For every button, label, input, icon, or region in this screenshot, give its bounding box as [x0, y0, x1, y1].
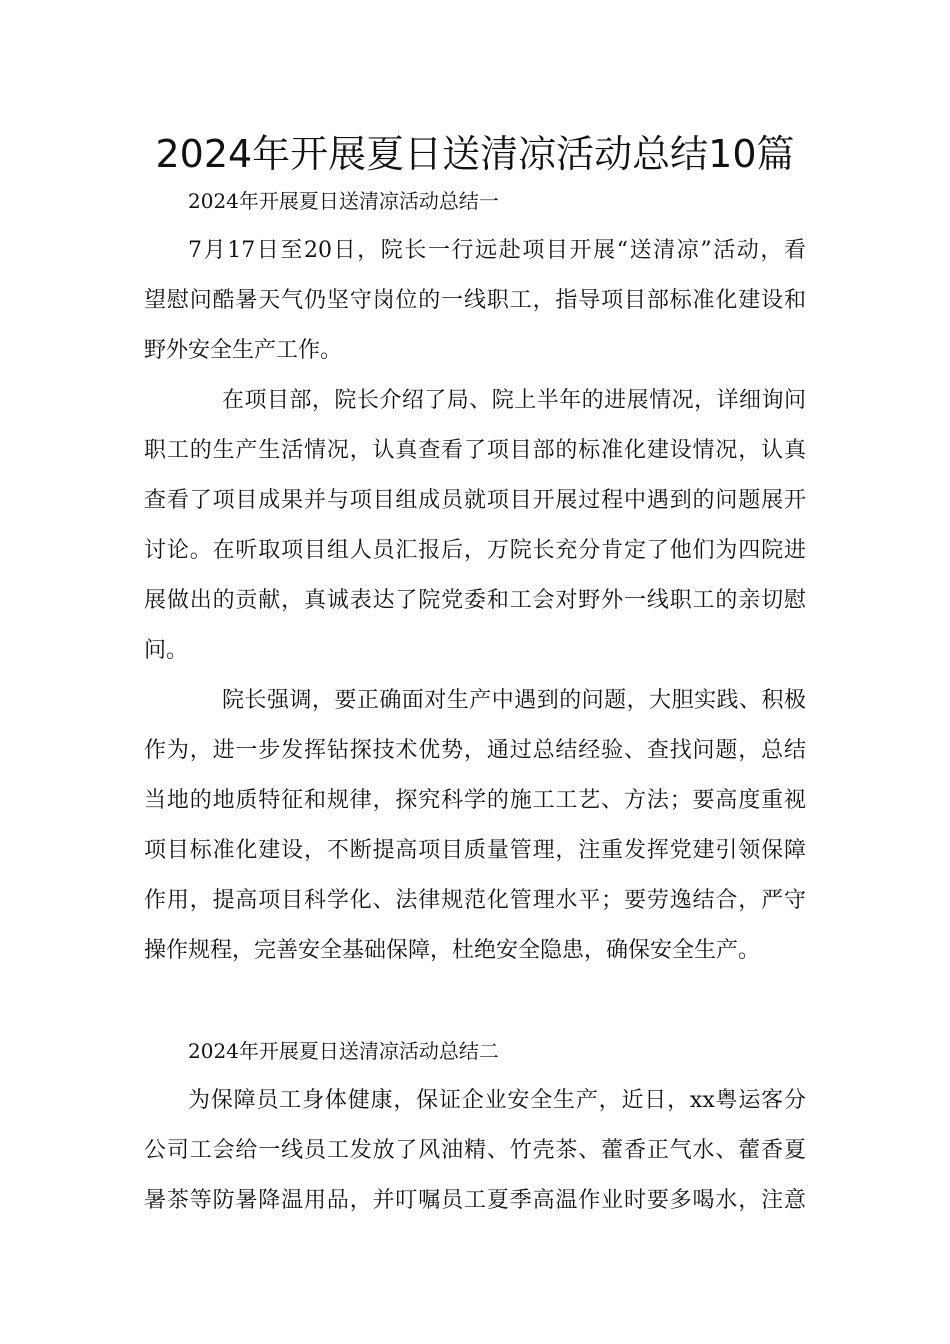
paragraph-line: 当地的地质特征和规律，探究科学的施工工艺、方法；要高度重视	[144, 788, 806, 813]
document-title: 2024年开展夏日送清凉活动总结10篇	[155, 132, 795, 176]
section-heading-1: 2024年开展夏日送清凉活动总结一	[188, 189, 499, 213]
paragraph-line: 查看了项目成果并与项目组成员就项目开展过程中遇到的问题展开	[144, 488, 806, 513]
paragraph-line: 操作规程，完善安全基础保障，杜绝安全隐患，确保安全生产。	[144, 938, 761, 963]
paragraph-line: 在项目部，院长介绍了局、院上半年的进展情况，详细询问	[222, 388, 806, 413]
paragraph-line: 作用，提高项目科学化、法律规范化管理水平；要劳逸结合，严守	[144, 888, 806, 913]
paragraph-line: 公司工会给一线员工发放了风油精、竹壳茶、藿香正气水、藿香夏	[144, 1138, 806, 1163]
paragraph-line: 院长强调，要正确面对生产中遇到的问题，大胆实践、积极	[222, 688, 806, 713]
paragraph-line: 项目标准化建设，不断提高项目质量管理，注重发挥党建引领保障	[144, 838, 806, 863]
paragraph-line: 讨论。在听取项目组人员汇报后，万院长充分肯定了他们为四院进	[144, 538, 806, 563]
paragraph-line: 为保障员工身体健康，保证企业安全生产，近日，xx粤运客分	[188, 1088, 806, 1113]
paragraph-line: 野外安全生产工作。	[144, 338, 343, 363]
paragraph-line: 作为，进一步发挥钻探技术优势，通过总结经验、查找问题，总结	[144, 738, 806, 763]
section-heading-2: 2024年开展夏日送清凉活动总结二	[188, 1039, 499, 1063]
paragraph-line: 7月17日至20日，院长一行远赴项目开展“送清凉”活动，看	[188, 238, 806, 263]
paragraph-line: 暑茶等防暑降温用品，并叮嘱员工夏季高温作业时要多喝水，注意	[144, 1188, 806, 1213]
paragraph-line: 职工的生产生活情况，认真查看了项目部的标准化建设情况，认真	[144, 438, 806, 463]
paragraph-line: 问。	[144, 638, 189, 663]
paragraph-line: 望慰问酷暑天气仍坚守岗位的一线职工，指导项目部标准化建设和	[144, 288, 806, 313]
paragraph-line: 展做出的贡献，真诚表达了院党委和工会对野外一线职工的亲切慰	[144, 588, 806, 613]
